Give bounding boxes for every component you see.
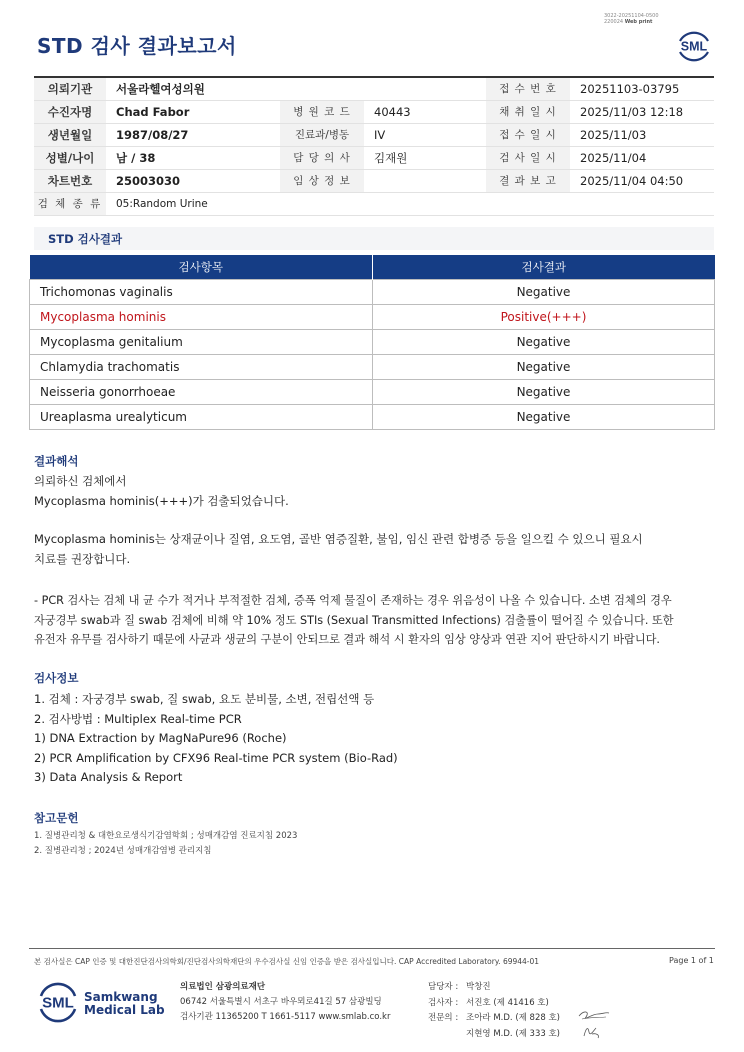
interpretation-line: 치료를 권장합니다.: [34, 551, 131, 566]
test-name: Neisseria gonorrhoeae: [30, 379, 373, 404]
header-test-result: 검사결과: [373, 255, 715, 279]
staff-list: [428, 980, 560, 1042]
print-reference: [604, 13, 659, 25]
brand-name: [84, 991, 165, 1017]
interpretation-line: 유전자 유무를 검사하기 때문에 사균과 생균의 구분이 안되므로 결과 해석 시 환자의 임상 양상과 연관 지어 판단하시기 바랍니다.: [34, 633, 660, 646]
interpretation-text: [34, 591, 674, 650]
table-row: [30, 379, 715, 404]
test-info-title: 검사정보: [34, 671, 79, 685]
info-row: [34, 123, 714, 146]
results-section-bar: [34, 227, 714, 250]
label-clinical-info: 임 상 정 보: [280, 169, 364, 192]
references-list: [34, 829, 297, 858]
interpretation-line: - PCR 검사는 검체 내 균 수가 적거나 부적절한 검체, 증폭 억제 물질이 존재하는 경우 위음성이 나올 수 있습니다. 소변 검체의 경우: [34, 594, 672, 607]
test-name: Ureaplasma urealyticum: [30, 404, 373, 429]
org-address: 06742 서울특별시 서초구 바우뫼로41길 57 삼광빌딩: [180, 997, 382, 1007]
test-result: Negative: [373, 354, 715, 379]
test-info-line: 1) DNA Extraction by MagNaPure96 (Roche): [34, 731, 287, 745]
label-specimen-type: 검 체 종 류: [34, 192, 106, 215]
staff-row: [428, 996, 560, 1012]
reference-item: 2. 질병관리청 ; 2024년 성매개감염병 관리지침: [34, 845, 212, 856]
table-row-positive: [30, 304, 715, 329]
value-receipt-date: 2025/11/03: [570, 123, 714, 146]
test-result-positive: Positive(+++): [373, 304, 715, 329]
test-result: Negative: [373, 379, 715, 404]
value-clinical-info: [364, 169, 486, 192]
info-row: [34, 169, 714, 192]
org-name: 의료법인 삼광의료재단: [180, 982, 266, 992]
test-name: Mycoplasma hominis: [30, 304, 373, 329]
staff-row: [428, 1011, 560, 1027]
test-result: Negative: [373, 404, 715, 429]
test-info-text: [34, 690, 398, 788]
value-accession-no: 20251103-03795: [570, 77, 714, 100]
header-test-item: 검사항목: [30, 255, 373, 279]
test-info-line: 1. 검체 : 자궁경부 swab, 질 swab, 요도 분비물, 소변, 전립선액 등: [34, 692, 375, 706]
logo-text: SML: [42, 994, 74, 1012]
signature-icon: [576, 1008, 612, 1040]
staff-row: [428, 1027, 560, 1043]
test-info-line: 2) PCR Amplification by CFX96 Real-time PCR system (Bio-Rad): [34, 750, 398, 765]
staff-row: [428, 980, 560, 996]
interpretation-line: 자궁경부 swab과 질 swab 검체에 비해 약 10% 정도 STIs (Sexual Transmitted Infections) 검출률이 떨어질 수 있습니다. 또한: [34, 613, 674, 627]
reference-item: 1. 질병관리청 & 대한요로생식기감염학회 ; 성매개감염 진료지침 2023: [34, 831, 298, 841]
value-hospital-code: 40443: [364, 100, 486, 123]
test-info-line: 3) Data Analysis & Report: [34, 770, 183, 784]
label-patient-name: 수진자명: [34, 100, 106, 123]
interpretation-text: [34, 472, 289, 511]
info-row: [34, 100, 714, 123]
staff-role: 검사자 :: [428, 997, 459, 1008]
value-report-time: 2025/11/04 04:50: [570, 169, 714, 192]
references-title: 참고문헌: [34, 811, 79, 825]
brand-line1: Samkwang: [84, 990, 158, 1004]
staff-name: 서진호 (제 41416 호): [466, 997, 549, 1008]
info-row: [34, 146, 714, 169]
label-accession-no: 접 수 번 호: [486, 77, 570, 100]
value-doctor: 김재원: [364, 146, 486, 169]
interpretation-line: 의뢰하신 검체에서: [34, 474, 127, 488]
brand-line2: Medical Lab: [84, 1003, 165, 1017]
label-chart-no: 차트번호: [34, 169, 106, 192]
sml-logo-icon: [674, 27, 714, 65]
staff-name: 지현영 M.D. (제 333 호): [466, 1028, 561, 1039]
value-sex-age: 남 / 38: [106, 146, 280, 169]
samkwang-logo-icon: [36, 980, 80, 1024]
label-doctor: 담 당 의 사: [280, 146, 364, 169]
test-result: Negative: [373, 279, 715, 304]
label-birth-date: 생년월일: [34, 123, 106, 146]
ref-line1: 3022-20251104-0500: [604, 13, 659, 19]
ref-line2-label: Web print: [624, 19, 653, 25]
info-row: [34, 77, 714, 100]
label-hospital-code: 병 원 코 드: [280, 100, 364, 123]
value-specimen-type: 05:Random Urine: [106, 192, 714, 215]
label-sex-age: 성별/나이: [34, 146, 106, 169]
org-contact: 검사기관 11365200 T 1661-5117 www.smlab.co.kr: [180, 1012, 391, 1022]
label-requester: 의뢰기관: [34, 77, 106, 100]
page-title: STD 검사 결과보고서: [37, 34, 237, 58]
organization-info: [180, 980, 390, 1025]
value-department: IV: [364, 123, 486, 146]
label-department: 진료과/병동: [280, 123, 364, 146]
table-row: [30, 354, 715, 379]
accreditation-note: 본 검사실은 CAP 인증 및 대한진단검사의학회/진단검사의학재단의 우수검사실 신임 인증을 받은 검사실입니다. CAP Accredited Laboratory. 69944-01: [34, 957, 540, 966]
table-row: [30, 404, 715, 429]
page-number: Page 1 of 1: [669, 956, 714, 965]
label-collection-time: 채 취 일 시: [486, 100, 570, 123]
staff-role: 전문의 :: [428, 1013, 459, 1023]
table-row: [30, 279, 715, 304]
label-receipt-date: 접 수 일 시: [486, 123, 570, 146]
label-test-date: 검 사 일 시: [486, 146, 570, 169]
label-report-time: 결 과 보 고: [486, 169, 570, 192]
value-birth-date: 1987/08/27: [106, 123, 280, 146]
test-result: Negative: [373, 329, 715, 354]
value-collection-time: 2025/11/03 12:18: [570, 100, 714, 123]
value-test-date: 2025/11/04: [570, 146, 714, 169]
staff-role: 담당자 :: [428, 982, 459, 992]
value-patient-name: Chad Fabor: [106, 100, 280, 123]
results-table: [29, 255, 715, 430]
patient-info-table: [34, 76, 714, 216]
test-info-line: 2. 검사방법 : Multiplex Real-time PCR: [34, 711, 242, 726]
value-chart-no: 25003030: [106, 169, 280, 192]
interpretation-line: Mycoplasma hominis는 상재균이나 질염, 요도염, 골반 염증질환, 불임, 임신 관련 합병증 등을 일으킬 수 있으니 필요시: [34, 532, 643, 546]
ref-line2-code: 220024: [604, 19, 624, 25]
interpretation-text: [34, 530, 643, 569]
interpretation-line: Mycoplasma hominis(+++)가 검출되었습니다.: [34, 493, 289, 508]
logo-text: SML: [680, 39, 708, 54]
staff-name: 조아라 M.D. (제 828 호): [466, 1013, 561, 1023]
value-requester: 서울라헬여성의원: [106, 77, 486, 100]
table-row: [30, 329, 715, 354]
results-section-title: STD 검사결과: [48, 232, 123, 246]
test-name: Chlamydia trachomatis: [30, 354, 373, 379]
footer-divider: [29, 948, 715, 949]
results-header-row: [30, 255, 715, 279]
test-name: Mycoplasma genitalium: [30, 329, 373, 354]
info-row: [34, 192, 714, 215]
staff-name: 박창진: [466, 982, 491, 992]
interpretation-title: 결과해석: [34, 454, 79, 468]
test-name: Trichomonas vaginalis: [30, 279, 373, 304]
